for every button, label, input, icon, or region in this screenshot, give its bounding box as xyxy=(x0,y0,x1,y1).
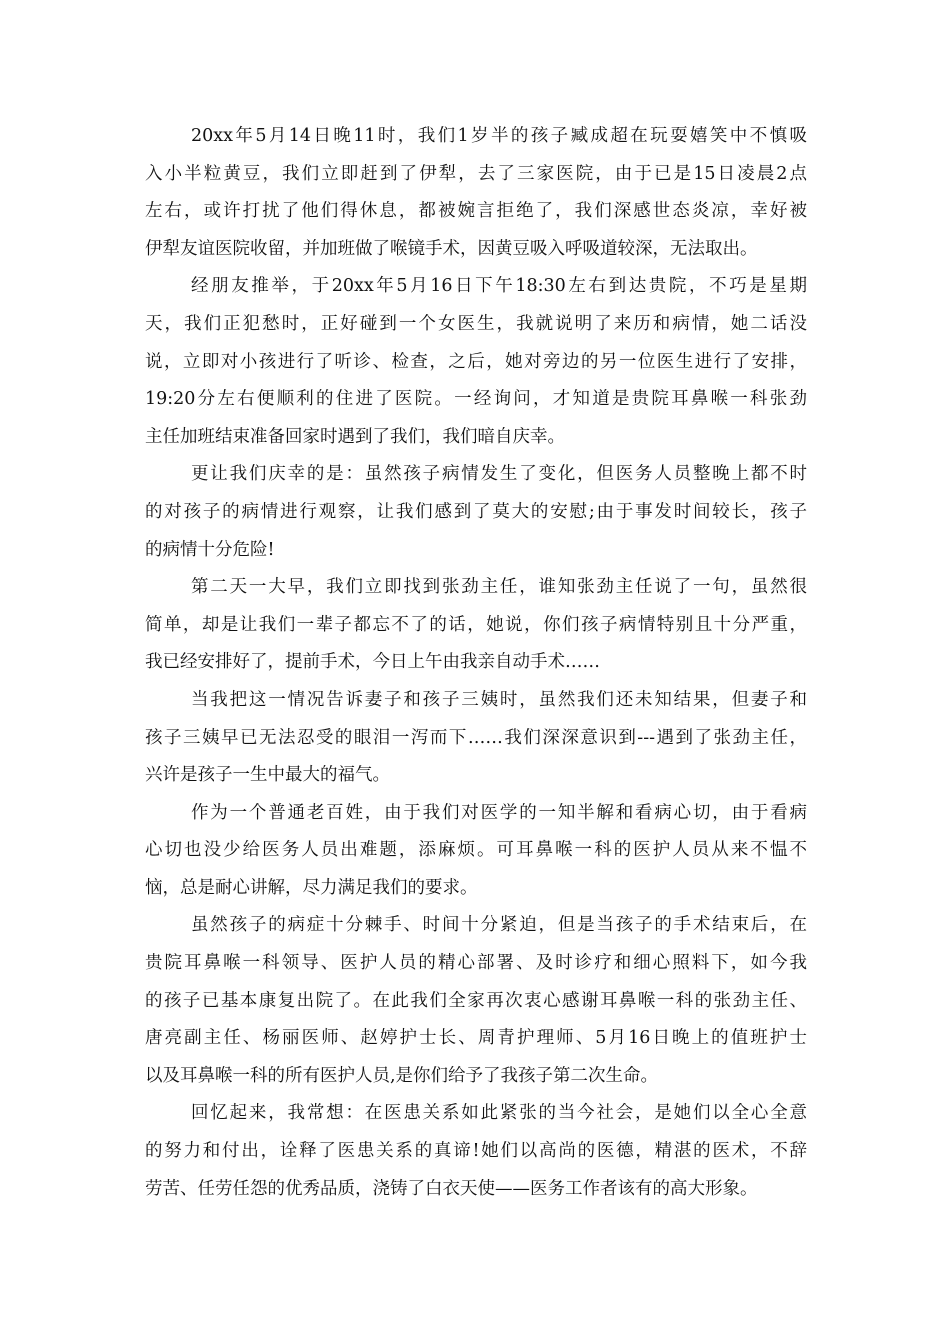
paragraph-line: 主任加班结束准备回家时遇到了我们，我们暗自庆幸。 xyxy=(145,426,565,447)
paragraph-line: 作为一个普通老百姓，由于我们对医学的一知半解和看病心切，由于看病 xyxy=(191,802,807,823)
paragraph-line: 我已经安排好了，提前手术，今日上午由我亲自动手术…… xyxy=(145,652,600,673)
paragraph xyxy=(145,118,807,268)
paragraph-line: 伊犁友谊医院收留，并加班做了喉镜手术，因黄豆吸入呼吸道较深，无法取出。 xyxy=(145,238,758,259)
paragraph-line: 贵院耳鼻喉一科领导、医护人员的精心部署、及时诊疗和细心照料下，如今我 xyxy=(145,953,807,974)
paragraph-line: 虽然孩子的病症十分棘手、时间十分紧迫，但是当孩子的手术结束后，在 xyxy=(191,915,807,936)
paragraph-line: 以及耳鼻喉一科的所有医护人员,是你们给予了我孩子第二次生命。 xyxy=(145,1065,659,1086)
paragraph-line: 入小半粒黄豆，我们立即赶到了伊犁，去了三家医院，由于已是15日凌晨2点 xyxy=(145,163,807,184)
paragraph-line: 更让我们庆幸的是：虽然孩子病情发生了变化，但医务人员整晚上都不时 xyxy=(191,464,807,485)
paragraph-line: 天，我们正犯愁时，正好碰到一个女医生，我就说明了来历和病情，她二话没 xyxy=(145,313,807,334)
paragraph-line: 心切也没少给医务人员出难题，添麻烦。可耳鼻喉一科的医护人员从来不愠不 xyxy=(145,840,807,861)
paragraph-line: 简单，却是让我们一辈子都忘不了的话，她说，你们孩子病情特别且十分严重， xyxy=(145,614,807,635)
paragraph-line: 说，立即对小孩进行了听诊、检查，之后，她对旁边的另一位医生进行了安排， xyxy=(145,351,807,372)
paragraph-line: 第二天一大早，我们立即找到张劲主任，谁知张劲主任说了一句，虽然很 xyxy=(191,577,807,598)
paragraph-line: 的对孩子的病情进行观察，让我们感到了莫大的安慰;由于事发时间较长，孩子 xyxy=(145,501,807,522)
document-body xyxy=(145,118,807,1208)
paragraph xyxy=(145,268,807,456)
paragraph-line: 当我把这一情况告诉妻子和孩子三姨时，虽然我们还未知结果，但妻子和 xyxy=(191,689,807,710)
paragraph xyxy=(145,795,807,908)
paragraph-line: 左右，或许打扰了他们得休息，都被婉言拒绝了，我们深感世态炎凉，幸好被 xyxy=(145,201,807,222)
paragraph-line: 的孩子已基本康复出院了。在此我们全家再次衷心感谢耳鼻喉一科的张劲主任、 xyxy=(145,990,807,1011)
paragraph-line: 孩子三姨早已无法忍受的眼泪一泻而下……我们深深意识到---遇到了张劲主任， xyxy=(145,727,807,748)
paragraph xyxy=(145,907,807,1095)
paragraph xyxy=(145,682,807,795)
paragraph-line: 劳苦、任劳任怨的优秀品质，浇铸了白衣天使——医务工作者该有的高大形象。 xyxy=(145,1178,758,1199)
paragraph xyxy=(145,456,807,569)
paragraph xyxy=(145,569,807,682)
paragraph-line: 的病情十分危险! xyxy=(145,539,275,560)
paragraph-line: 20xx年5月14日晚11时，我们1岁半的孩子臧成超在玩耍嬉笑中不慎吸 xyxy=(191,126,807,146)
paragraph-line: 兴许是孩子一生中最大的福气。 xyxy=(145,765,390,786)
paragraph-line: 恼，总是耐心讲解，尽力满足我们的要求。 xyxy=(145,877,478,898)
paragraph-line: 19:20分左右便顺利的住进了医院。一经询问，才知道是贵院耳鼻喉一科张劲 xyxy=(145,389,807,410)
paragraph-line: 唐亮副主任、杨丽医师、赵婷护士长、周青护理师、5月16日晚上的值班护士 xyxy=(145,1028,807,1049)
paragraph-line: 经朋友推举，于20xx年5月16日下午18:30左右到达贵院，不巧是星期 xyxy=(191,276,807,297)
paragraph-line: 回忆起来，我常想：在医患关系如此紧张的当今社会，是她们以全心全意 xyxy=(191,1103,807,1124)
paragraph xyxy=(145,1095,807,1208)
paragraph-line: 的努力和付出，诠释了医患关系的真谛!她们以高尚的医德，精湛的医术，不辞 xyxy=(145,1141,807,1162)
